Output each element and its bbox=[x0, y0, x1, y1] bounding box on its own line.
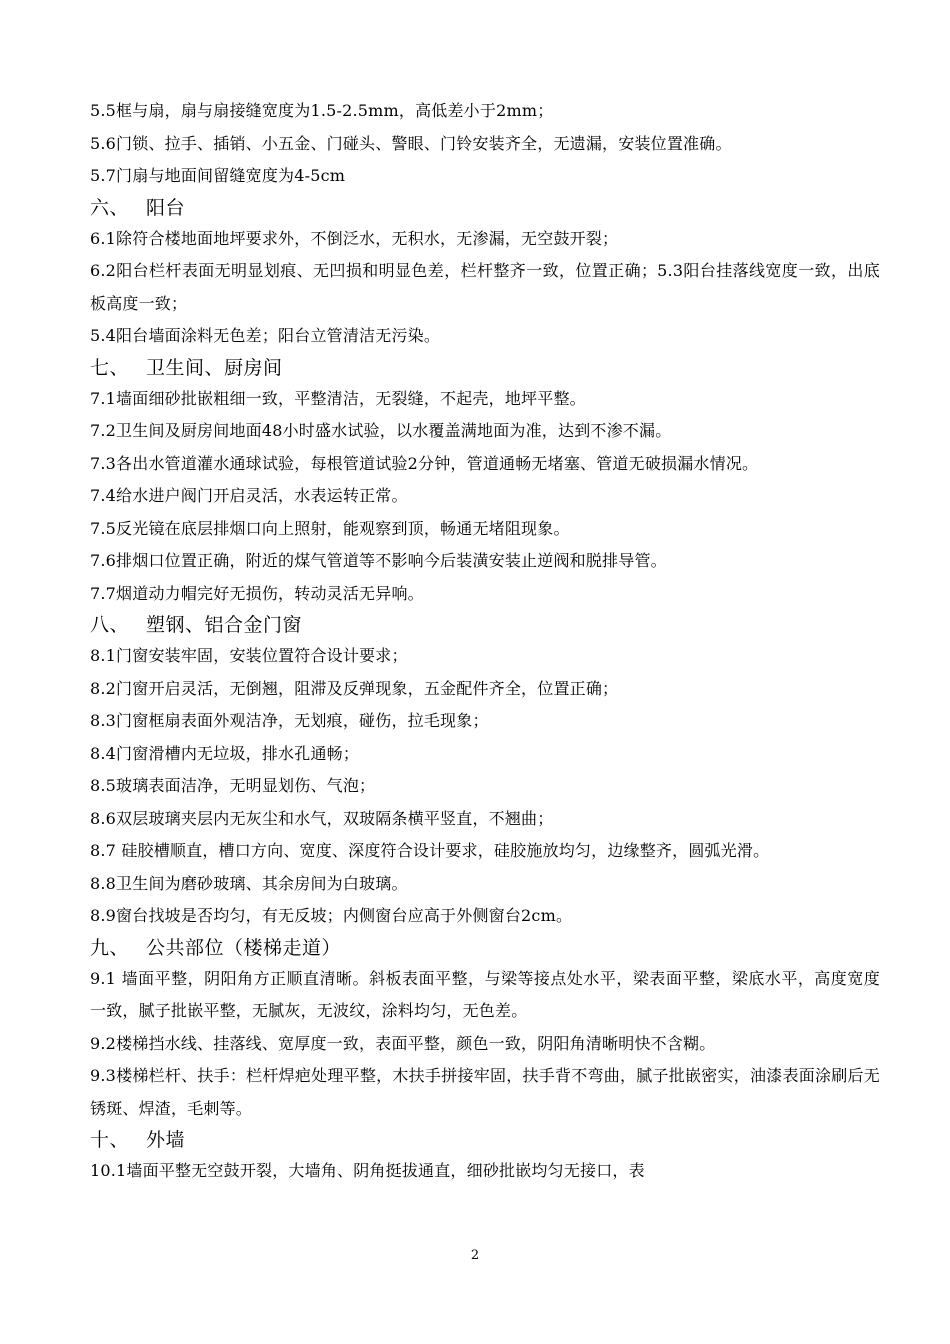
clause-paragraph: 7.3各出水管道灌水通球试验，每根管道试验2分钟，管道通畅无堵塞、管道无破损漏水情况。 bbox=[90, 453, 759, 473]
clause-paragraph: 5.6门锁、拉手、插销、小五金、门碰头、警眼、门铃安装齐全，无遗漏，安装位置准确。 bbox=[90, 133, 732, 153]
clause-paragraph: 10.1墙面平整无空鼓开裂，大墙角、阴角挺拔通直，细砂批嵌均匀无接口，表 bbox=[90, 1161, 645, 1180]
section-heading bbox=[90, 193, 880, 223]
section-title: 卫生间、厨房间 bbox=[146, 356, 283, 379]
clause-paragraph: 8.4门窗滑槽内无垃圾，排水孔通畅； bbox=[90, 743, 360, 763]
clause-paragraph: 7.5反光镜在底层排烟口向上照射，能观察到顶，畅通无堵阻现象。 bbox=[90, 518, 570, 538]
clause-paragraph: 7.6排烟口位置正确，附近的煤气管道等不影响今后装潢安装止逆阀和脱排导管。 bbox=[90, 551, 667, 570]
clause-paragraph: 8.9窗台找坡是否均匀，有无反坡；内侧窗台应高于外侧窗台2cm。 bbox=[90, 906, 573, 925]
clause-paragraph: 9.2楼梯挡水线、挂落线、宽厚度一致，表面平整，颜色一致，阴阳角清晰明快不含糊。 bbox=[90, 1033, 716, 1053]
clause-paragraph: 6.1除符合楼地面地坪要求外，不倒泛水，无积水，无渗漏，无空鼓开裂； bbox=[90, 228, 619, 248]
clause-paragraph: 9.3楼梯栏杆、扶手：栏杆焊疤处理平整，木扶手拼接牢固，扶手背不弯曲，腻子批嵌密实，油漆表面涂刷后无锈斑、焊渣，毛刺等。 bbox=[90, 1066, 880, 1118]
clause-paragraph: 7.2卫生间及厨房间地面48小时盛水试验，以水覆盖满地面为准，达到不渗不漏。 bbox=[90, 421, 672, 440]
section-title: 塑钢、铝合金门窗 bbox=[146, 614, 303, 636]
section-title: 公共部位（楼梯走道） bbox=[146, 936, 342, 959]
clause-paragraph: 6.2阳台栏杆表面无明显划痕、无凹损和明显色差，栏杆整齐一致，位置正确；5.3阳台挂落线宽度一致，出底板高度一致； bbox=[90, 261, 880, 313]
section-title: 外墙 bbox=[146, 1129, 186, 1151]
clause-paragraph: 7.4给水进户阀门开启灵活，水表运转正常。 bbox=[90, 486, 408, 505]
clause-paragraph: 5.5框与扇，扇与扇接缝宽度为1.5-2.5mm，高低差小于2mm； bbox=[90, 101, 554, 120]
clause-paragraph: 7.7烟道动力帽完好无损伤，转动灵活无异响。 bbox=[90, 583, 424, 603]
section-heading bbox=[90, 1125, 880, 1155]
page-number: 2 bbox=[470, 1248, 480, 1263]
section-title: 阳台 bbox=[146, 196, 186, 219]
clause-paragraph: 9.1 墙面平整，阴阳角方正顺直清晰。斜板表面平整，与梁等接点处水平，梁表面平整，梁底水平，高度宽度一致，腻子批嵌平整，无腻灰，无波纹，涂料均匀，无色差。 bbox=[90, 968, 880, 1020]
section-heading bbox=[90, 933, 880, 963]
section-number: 六、 bbox=[90, 196, 130, 219]
clause-paragraph: 8.2门窗开启灵活，无倒翘，阻滞及反弹现象，五金配件齐全，位置正确； bbox=[90, 678, 619, 698]
clause-paragraph: 8.1门窗安装牢固，安装位置符合设计要求； bbox=[90, 646, 408, 665]
clause-paragraph: 8.6双层玻璃夹层内无灰尘和水气，双玻隔条横平竖直，不翘曲； bbox=[90, 808, 554, 828]
clause-paragraph: 5.4阳台墙面涂料无色差；阳台立管清洁无污染。 bbox=[90, 326, 441, 345]
section-heading bbox=[90, 610, 880, 640]
document-body bbox=[90, 95, 880, 1188]
section-number: 九、 bbox=[90, 936, 130, 959]
section-number: 八、 bbox=[90, 614, 130, 636]
section-number: 十、 bbox=[90, 1129, 130, 1151]
clause-paragraph: 8.7 硅胶槽顺直，槽口方向、宽度、深度符合设计要求，硅胶施放均匀，边缘整齐，圆弧光滑。 bbox=[90, 841, 770, 860]
clause-paragraph: 8.3门窗框扇表面外观洁净，无划痕，碰伤，拉毛现象； bbox=[90, 711, 489, 730]
clause-paragraph: 5.7门扇与地面间留缝宽度为4-5cm bbox=[90, 166, 346, 185]
clause-paragraph: 8.8卫生间为磨砂玻璃、其余房间为白玻璃。 bbox=[90, 873, 408, 893]
clause-paragraph: 8.5玻璃表面洁净，无明显划伤、气泡； bbox=[90, 776, 376, 795]
section-number: 七、 bbox=[90, 356, 130, 379]
section-heading bbox=[90, 353, 880, 383]
clause-paragraph: 7.1墙面细砂批嵌粗细一致，平整清洁，无裂缝，不起壳，地坪平整。 bbox=[90, 388, 586, 408]
